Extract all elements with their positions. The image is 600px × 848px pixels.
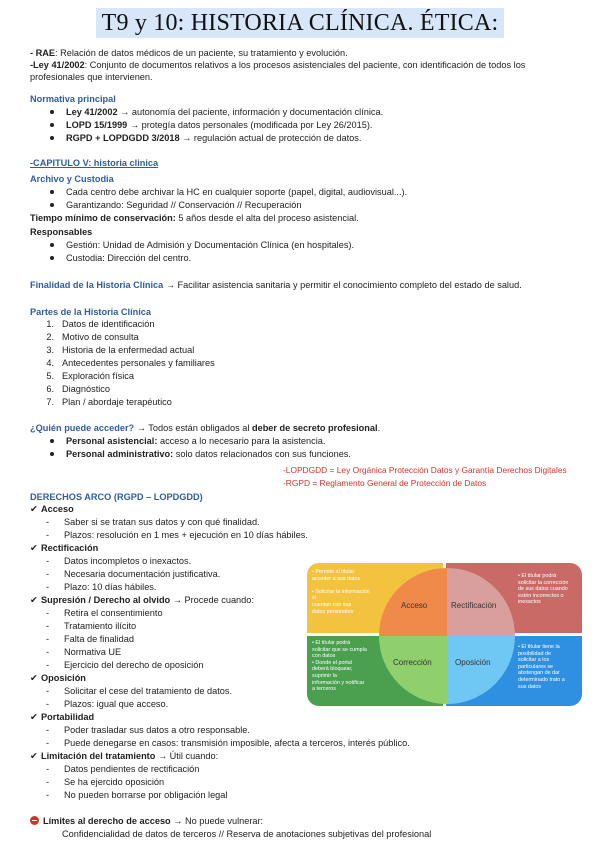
bullet-dot [50,123,54,127]
bullet-dot [50,243,54,247]
ley-text-1: : Conjunto de documentos relativos a los procesos asistenciales del paciente, con identificación de todos los [84,60,526,70]
dash-marker: - [46,582,50,592]
limites-text: → No puede vulnerar: [170,816,264,826]
arco-item-text: Ejercicio del derecho de oposición [64,660,204,670]
arco-item-text: Solicitar el cese del tratamiento de datos. [64,686,233,696]
acceso-item [50,448,351,460]
arco-heading: DERECHOS ARCO (RGPD – LOPDGDD) [30,492,203,502]
arco-item-text: Tratamiento ilícito [64,621,137,631]
bullet-dot [50,256,54,260]
dash-marker: - [46,647,50,657]
arco-item-text: Necesaria documentación justificativa. [64,569,221,579]
dash-marker: - [46,699,50,709]
arco-item [46,763,199,775]
normativa-label: LOPD 15/1999 [66,120,128,130]
arco-item [46,776,164,788]
note-rgpd: -RGPD = Reglamento General de Protección de Datos [283,478,487,488]
arco-item [46,568,220,580]
archivo-heading: Archivo y Custodia [30,174,114,184]
check-icon: ✔ [30,673,38,683]
quadrant-text: • Permite al titular acceder a sus datos • Solicitar la información si cuentan con sus datos personales [312,569,370,615]
dash-marker: - [46,764,50,774]
dash-marker: - [46,530,50,540]
partes-item: 3. Historia de la enfermedad actual [46,345,195,355]
quadrant-text: • El titular tiene la posibilidad de solicitar a los particulares se abstengan de dar determinado trato a sus datos [518,644,565,690]
arco-acceso-title [30,503,74,515]
arco-item-text: Plazos: igual que acceso. [64,699,169,709]
bullet-dot [50,203,54,207]
responsables-heading: Responsables [30,227,93,237]
rae-label: - RAE [30,48,56,58]
normativa-label: Ley 41/2002 [66,107,118,117]
dash-marker: - [46,686,50,696]
partes-item-text: Motivo de consulta [62,332,139,342]
bullet-dot [50,136,54,140]
arco-title-text: Supresión / Derecho al olvido [41,595,171,605]
acceso-item-label: Personal administrativo: [66,449,174,459]
arco-rights-diagram [307,563,587,709]
dash-marker: - [46,608,50,618]
normativa-item [50,106,383,118]
responsables-item-text: Gestión: Unidad de Admisión y Documentación Clínica (en hospitales). [66,240,355,250]
partes-item-text: Diagnóstico [62,384,111,394]
partes-item: 2. Motivo de consulta [46,332,139,342]
acceso-text-b: deber de secreto profesional [251,423,378,433]
partes-item-text: Exploración física [62,371,135,381]
dash-marker: - [46,569,50,579]
arco-title-text: Limitación del tratamiento [41,751,156,761]
partes-item-text: Plan / abordaje terapéutico [62,397,172,407]
acceso-text-a: → Todos están obligados al [134,423,252,433]
arco-limitacion-title [30,750,218,762]
normativa-text: → autonomía del paciente, información y documentación clínica. [117,107,384,117]
arco-item [46,633,134,645]
arco-item [46,516,260,528]
acceso-text-c: . [377,423,381,433]
arco-item [46,685,232,697]
dash-marker: - [46,634,50,644]
quadrant-text: • El titular podrá solicitar la corrección de sus datos cuando estén incorrectos o inexactos [518,573,569,606]
partes-heading: Partes de la Historia Clínica [30,307,152,317]
normativa-text: → regulación actual de protección de datos. [179,133,362,143]
ley-line-1 [30,59,525,71]
normativa-text: → protegía datos personales (modificada por Ley 26/2015). [127,120,373,130]
archivo-item [50,199,301,211]
dash-marker: - [46,725,50,735]
responsables-item-text: Custodia: Dirección del centro. [66,253,192,263]
ley-label: -Ley 41/2002 [30,60,85,70]
normativa-heading: Normativa principal [30,94,116,104]
arco-portabilidad-title [30,711,94,723]
check-icon: ✔ [30,712,38,722]
arco-title-text: Rectificación [41,543,99,553]
label-correccion: Corrección [393,658,432,667]
finalidad-label: Finalidad de la Historia Clínica [30,280,164,290]
arco-item-text: Retira el consentimiento [64,608,163,618]
bullet-dot [50,452,54,456]
acceso-item-label: Personal asistencial: [66,436,158,446]
finalidad-text: → Facilitar asistencia sanitaria y permitir el conocimiento completo del estado de salud. [163,280,522,290]
responsables-item [50,239,354,251]
capitulo-heading: -CAPITULO V: historia clinica [30,158,159,168]
arco-item [46,789,227,801]
partes-item: 4. Antecedentes personales y familiares [46,358,215,368]
dash-marker: - [46,790,50,800]
dash-marker: - [46,777,50,787]
label-rectificacion: Rectificación [451,601,497,610]
partes-item: 5. Exploración física [46,371,135,381]
arco-item [46,607,163,619]
circle-quarter-correccion [379,636,447,704]
tiempo-text: 5 años desde el alta del proceso asistencial. [175,213,359,223]
arco-item-text: Falta de finalidad [64,634,134,644]
partes-item: 7. Plan / abordaje terapéutico [46,397,172,407]
arco-supresion-title [30,594,254,606]
limites-line [30,815,263,827]
finalidad-line [30,279,522,291]
arco-item [46,646,121,658]
acceso-question-line [30,422,380,434]
circle-quarter-oposicion [447,636,515,704]
acceso-item-text: solo datos relacionados con sus funciones. [173,449,351,459]
dash-marker: - [46,660,50,670]
arco-item [46,659,203,671]
arco-item-text: Datos pendientes de rectificación [64,764,200,774]
rae-line [30,47,348,59]
no-entry-icon [30,816,39,825]
arco-item [46,555,191,567]
arco-item [46,698,168,710]
responsables-item [50,252,191,264]
acceso-item [50,435,325,447]
dash-marker: - [46,517,50,527]
arco-item [46,724,250,736]
quadrant-text: • El titular podrá solicitar que se cumpla con datos • Donde el portal deberá bloquear, suprimir la información y notificar a terceros [312,640,367,693]
page-title: T9 y 10: HISTORIA CLÍNICA. ÉTICA: [96,8,505,38]
arco-title-text: Acceso [41,504,74,514]
circle-quarter-acceso [379,568,447,636]
arco-title-suffix: → Procede cuando: [170,595,254,605]
arco-item [46,529,308,541]
archivo-item-text: Cada centro debe archivar la HC en cualquier soporte (papel, digital, audiovisual...). [66,187,408,197]
tiempo-line [30,212,359,224]
arco-item-text: Plazos: resolución en 1 mes + ejecución en 10 días hábiles. [64,530,308,540]
partes-item-text: Antecedentes personales y familiares [62,358,215,368]
normativa-label: RGPD + LOPDGDD 3/2018 [66,133,180,143]
note-lopdgdd: -LOPDGDD = Ley Orgánica Protección Datos y Garantía Derechos Digitales [283,465,567,475]
arco-item-text: Datos incompletos o inexactos. [64,556,192,566]
partes-item: 1. Datos de identificación [46,319,155,329]
dash-marker: - [46,738,50,748]
arco-title-text: Portabilidad [41,712,95,722]
arco-item [46,620,136,632]
tiempo-label: Tiempo mínimo de conservación: [30,213,176,223]
label-acceso: Acceso [401,601,428,610]
acceso-question: ¿Quién puede acceder? [30,423,135,433]
bullet-dot [50,439,54,443]
dash-marker: - [46,621,50,631]
arco-item-text: Normativa UE [64,647,122,657]
archivo-item [50,186,407,198]
normativa-item [50,132,361,144]
check-icon: ✔ [30,504,38,514]
title-wrap [0,8,600,38]
ley-line-2: profesionales que intervienen. [30,72,153,82]
circle-quarter-rectificacion [447,568,515,636]
rae-text: : Relación de datos médicos de un paciente, su tratamiento y evolución. [55,48,348,58]
arco-item-text: Plazo: 10 días hábiles. [64,582,157,592]
limites-detail: Confidencialidad de datos de terceros // Reserva de anotaciones subjetivas del profesional [62,829,432,839]
arco-title-text: Oposición [41,673,86,683]
check-icon: ✔ [30,595,38,605]
arco-item-text: Puede denegarse en casos: transmisión imposible, afecta a terceros, interés público. [64,738,410,748]
partes-item-text: Historia de la enfermedad actual [62,345,195,355]
arco-rectificacion-title [30,542,98,554]
check-icon: ✔ [30,543,38,553]
normativa-item [50,119,372,131]
label-oposicion: Oposición [455,658,491,667]
bullet-dot [50,110,54,114]
arco-item [46,581,156,593]
arco-oposicion-title [30,672,86,684]
archivo-item-text: Garantizando: Seguridad // Conservación // Recuperación [66,200,302,210]
check-icon: ✔ [30,751,38,761]
center-circle [379,568,515,704]
bullet-dot [50,190,54,194]
arco-item [46,737,410,749]
arco-item-text: Se ha ejercido oposición [64,777,165,787]
arco-item-text: No pueden borrarse por obligación legal [64,790,228,800]
arco-item-text: Saber si se tratan sus datos y con qué finalidad. [64,517,260,527]
arco-title-suffix: → Útil cuando: [155,751,219,761]
partes-item: 6. Diagnóstico [46,384,111,394]
partes-item-text: Datos de identificación [62,319,155,329]
limites-label: Límites al derecho de acceso [43,816,171,826]
acceso-item-text: acceso a lo necesario para la asistencia. [157,436,326,446]
dash-marker: - [46,556,50,566]
arco-item-text: Poder trasladar sus datos a otro responsable. [64,725,250,735]
